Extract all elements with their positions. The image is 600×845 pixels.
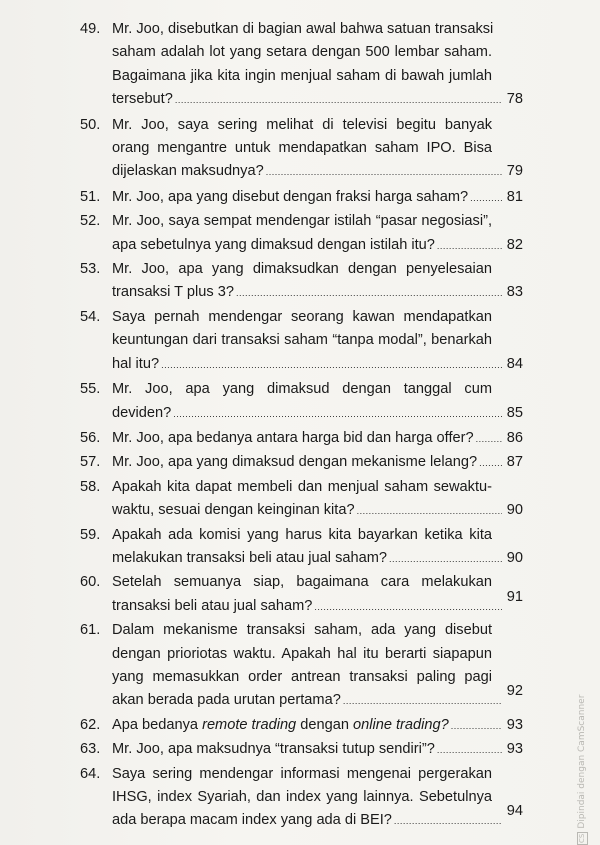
dot-leader: [161, 354, 502, 377]
entry-last-line: [112, 281, 523, 305]
toc-entry: [80, 306, 523, 377]
entry-text-line: orang mengantre untuk mendapatkan saham IPO. Bisa: [112, 140, 492, 157]
page-number: 87: [506, 454, 523, 471]
dot-leader: [357, 500, 502, 523]
entry-text-fragment: dengan: [296, 716, 353, 733]
entry-text-line: Mr. Joo, apa yang dimaksud dengan mekanisme lelang?: [112, 454, 478, 471]
entry-text-line: Saya pernah mendengar seorang kawan mendapatkan: [112, 308, 492, 325]
page-number: 79: [506, 163, 523, 180]
page-number: 93: [506, 716, 523, 733]
toc-entry: [80, 210, 523, 258]
entry-last-line: [112, 451, 523, 475]
page-number: 90: [506, 502, 523, 519]
toc-entry: [80, 186, 523, 210]
dot-leader: [175, 89, 502, 112]
toc-entry: [80, 619, 523, 714]
toc-entry: [80, 524, 523, 572]
entry-text-line: [112, 714, 449, 737]
dot-leader: [476, 428, 502, 451]
watermark-text: Dipindai dengan CamScanner: [577, 694, 587, 829]
dot-leader: [314, 596, 502, 619]
entry-text-line: Mr. Joo, disebutkan di bagian awal bahwa satuan transaksi: [112, 21, 494, 37]
entry-text-line: yang memasukkan order antrean transaksi paling pagi: [112, 668, 492, 685]
entry-text-line: transaksi beli atau jual saham?: [112, 597, 313, 614]
dot-leader: [479, 452, 502, 475]
toc-entry: [80, 763, 523, 834]
dot-leader: [266, 161, 502, 184]
entry-number: 63.: [80, 741, 101, 758]
table-of-contents: [80, 18, 523, 834]
entry-text-line: hal itu?: [112, 355, 160, 372]
entry-text-line: dengan prioriotas waktu. Apakah hal itu berarti siapapun: [112, 645, 492, 662]
dot-leader: [173, 403, 502, 426]
entry-text-line: Mr. Joo, apa yang dimaksud dengan tanggal cum: [112, 381, 492, 398]
toc-entry: [80, 714, 523, 738]
entry-text-line: Dalam mekanisme transaksi saham, ada yang disebut: [112, 622, 492, 639]
entry-text-line: Mr. Joo, saya sempat mendengar istilah “pasar negosiasi”,: [112, 213, 492, 230]
entry-number: 56.: [80, 429, 101, 446]
camscanner-logo-icon: CS: [578, 833, 586, 843]
entry-text-line: tersebut?: [112, 91, 173, 108]
entry-number: 55.: [80, 381, 101, 398]
dot-leader: [437, 235, 502, 258]
entry-number: 61.: [80, 622, 101, 639]
entry-text-line: dijelaskan maksudnya?: [112, 163, 264, 180]
page-number: 91: [506, 588, 523, 605]
page-number: 94: [506, 803, 523, 820]
entry-text-line: ada berapa macam index yang ada di BEI?: [112, 812, 392, 829]
toc-entry: [80, 451, 523, 475]
entry-text-line: Apakah ada komisi yang harus kita bayarkan ketika kita: [112, 526, 492, 543]
entry-number: 54.: [80, 308, 101, 325]
entry-last-line: [112, 234, 523, 258]
toc-entry: [80, 378, 523, 426]
entry-text-line: saham adalah lot yang setara dengan 500 lembar saham.: [112, 44, 492, 61]
page-number: 78: [506, 91, 523, 108]
entry-last-line: [112, 160, 523, 184]
italic-term: remote trading: [202, 716, 297, 733]
entry-text-line: IHSG, index Syariah, dan index yang lainnya. Sebetulnya: [112, 789, 492, 805]
page-number: 92: [506, 683, 523, 700]
entry-last-line: [112, 714, 523, 738]
camscanner-watermark: [577, 695, 588, 845]
page-number: 93: [506, 741, 523, 758]
entry-text-line: Bagaimana jika kita ingin menjual saham di bawah jumlah: [112, 67, 492, 84]
entry-number: 52.: [80, 213, 101, 230]
entry-number: 60.: [80, 574, 101, 591]
entry-text-line: Mr. Joo, apa yang disebut dengan fraksi harga saham?: [112, 188, 469, 205]
entry-last-line: [112, 738, 523, 762]
entry-last-line: [112, 499, 523, 523]
page-number: 81: [506, 188, 523, 205]
entry-text-line: Mr. Joo, apa maksudnya “transaksi tutup sendiri”?: [112, 741, 435, 758]
entry-number: 59.: [80, 526, 101, 543]
entry-text-line: transaksi T plus 3?: [112, 284, 234, 301]
entry-number: 62.: [80, 716, 101, 733]
dot-leader: [470, 187, 502, 210]
dot-leader: [451, 715, 502, 738]
entry-last-line: [112, 402, 523, 426]
entry-number: 53.: [80, 261, 101, 278]
entry-text-line: Mr. Joo, saya sering melihat di televisi begitu banyak: [112, 116, 492, 133]
entry-text-line: apa sebetulnya yang dimaksud dengan istilah itu?: [112, 236, 435, 253]
entry-text-line: melakukan transaksi beli atau jual saham?: [112, 549, 388, 566]
page-number: 84: [506, 355, 523, 372]
entry-text-fragment: Apa bedanya: [112, 716, 203, 733]
page-number: 85: [506, 404, 523, 421]
toc-entry: [80, 427, 523, 451]
entry-number: 58.: [80, 478, 101, 495]
entry-text-line: waktu, sesuai dengan keinginan kita?: [112, 502, 355, 519]
italic-term: online trading?: [353, 716, 449, 733]
entry-last-line: [112, 588, 523, 619]
entry-text-line: keuntungan dari transaksi saham “tanpa modal”, benarkah: [112, 332, 492, 349]
entry-number: 49.: [80, 21, 101, 37]
entry-number: 50.: [80, 116, 101, 133]
toc-entry: [80, 114, 523, 185]
page-number: 86: [506, 429, 523, 446]
dot-leader: [437, 739, 502, 762]
dot-leader: [236, 282, 502, 305]
entry-text-line: Setelah semuanya siap, bagaimana cara melakukan: [112, 574, 492, 591]
entry-last-line: [112, 353, 523, 377]
entry-last-line: [112, 683, 523, 713]
page-number: 82: [506, 236, 523, 253]
entry-text-line: deviden?: [112, 404, 172, 421]
page-number: 90: [506, 549, 523, 566]
entry-number: 64.: [80, 765, 101, 782]
entry-number: 51.: [80, 188, 101, 205]
dot-leader: [394, 810, 502, 833]
entry-text-line: Apakah kita dapat membeli dan menjual saham sewaktu-: [112, 478, 492, 495]
entry-last-line: [112, 803, 523, 833]
toc-entry: [80, 738, 523, 762]
toc-entry: [80, 476, 523, 524]
entry-last-line: [112, 547, 523, 571]
toc-entry: [80, 571, 523, 619]
entry-text-line: Saya sering mendengar informasi mengenai pergerakan: [112, 765, 492, 782]
entry-last-line: [112, 88, 523, 112]
page-number: 83: [506, 284, 523, 301]
entry-last-line: [112, 186, 523, 210]
entry-text-line: Mr. Joo, apa yang dimaksudkan dengan penyelesaian: [112, 261, 492, 278]
entry-last-line: [112, 427, 523, 451]
dot-leader: [343, 690, 502, 713]
toc-entry: [80, 18, 523, 113]
toc-entry: [80, 258, 523, 306]
entry-number: 57.: [80, 454, 101, 471]
entry-text-line: akan berada pada urutan pertama?: [112, 692, 341, 709]
entry-text-line: Mr. Joo, apa bedanya antara harga bid dan harga offer?: [112, 429, 474, 446]
dot-leader: [389, 548, 502, 571]
